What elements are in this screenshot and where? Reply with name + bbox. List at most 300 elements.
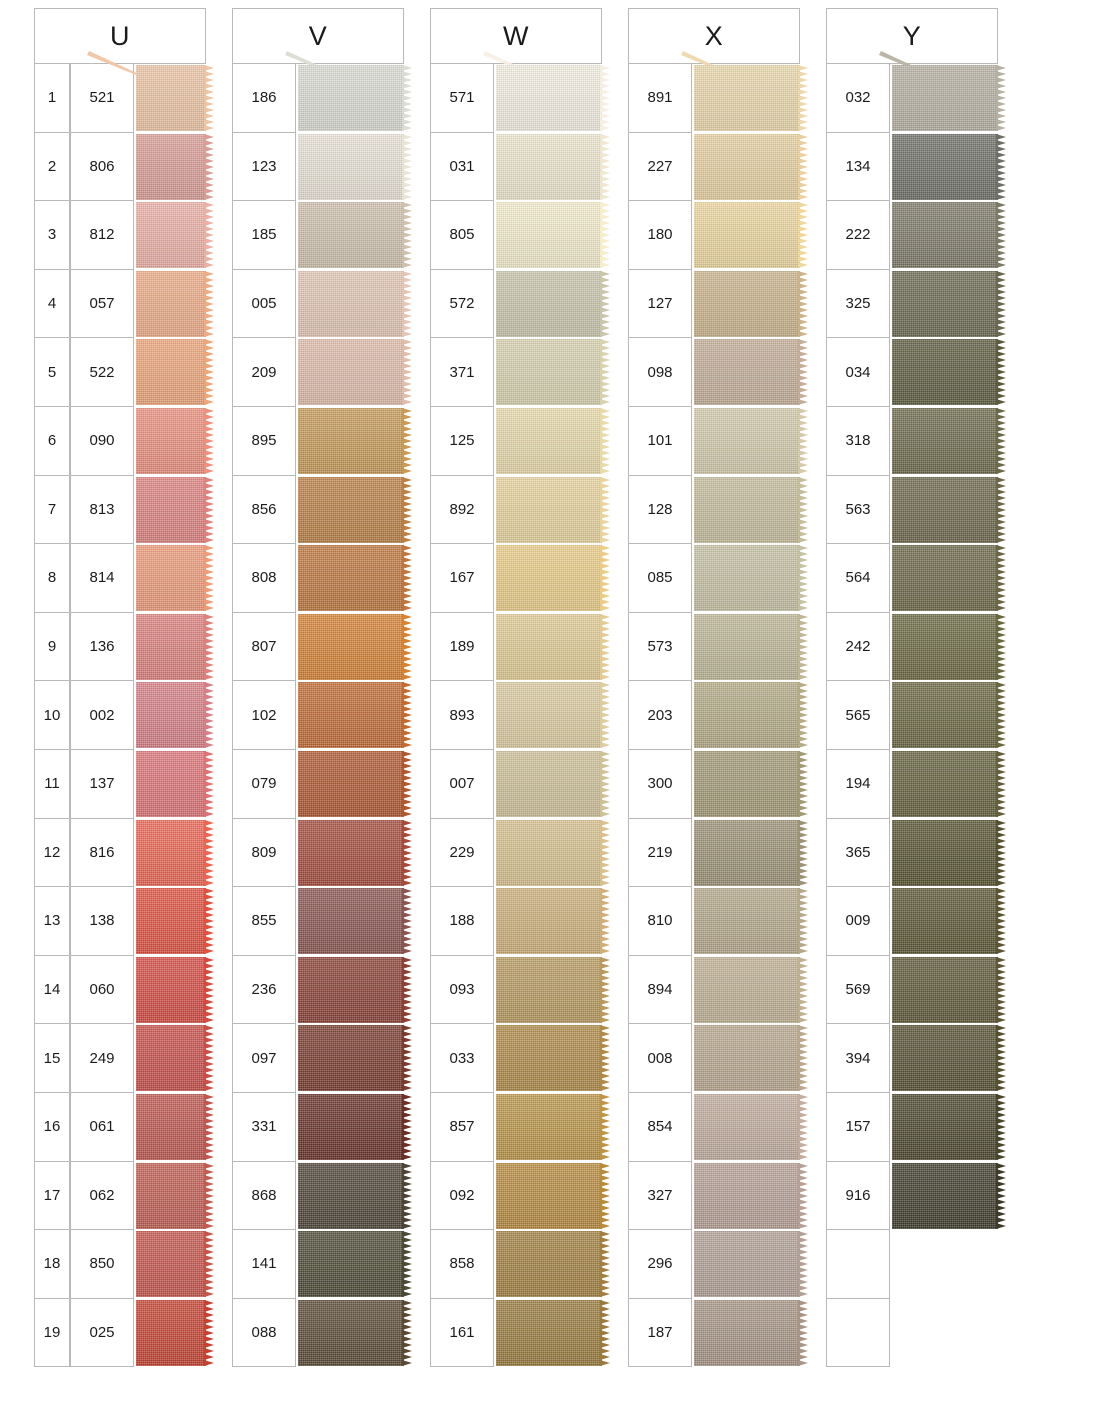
column-letter: W [503, 20, 529, 51]
table-row [232, 1230, 404, 1299]
colour-swatch [892, 1299, 998, 1368]
swatch-fabric [892, 1163, 998, 1229]
colour-code: 855 [232, 887, 296, 956]
colour-swatch [892, 201, 998, 270]
swatch-zigzag-edge-icon [798, 408, 808, 474]
swatch-fabric [298, 1163, 404, 1229]
colour-code: 327 [628, 1162, 692, 1231]
swatch-fabric [298, 271, 404, 337]
colour-swatch [298, 201, 404, 270]
colour-swatch [496, 1093, 602, 1162]
table-row [232, 476, 404, 545]
colour-swatch [298, 544, 404, 613]
colour-code: 229 [430, 819, 494, 888]
column-letter: X [704, 20, 724, 51]
swatch-zigzag-edge-icon [402, 1300, 412, 1366]
swatch-zigzag-edge-icon [402, 957, 412, 1023]
column-header [628, 8, 800, 64]
colour-swatch [496, 270, 602, 339]
swatch-fabric [136, 477, 206, 543]
swatch-fabric [694, 751, 800, 817]
swatch-zigzag-edge-icon [798, 134, 808, 200]
colour-code: 521 [70, 64, 134, 133]
colour-swatch [694, 956, 800, 1025]
swatch-fabric [892, 202, 998, 268]
swatch-zigzag-edge-icon [600, 1094, 610, 1160]
colour-swatch [136, 613, 206, 682]
colour-swatch [298, 750, 404, 819]
colour-code: 813 [70, 476, 134, 545]
swatch-fabric [136, 134, 206, 200]
colour-swatch [694, 476, 800, 545]
table-row [826, 201, 998, 270]
colour-code: 893 [430, 681, 494, 750]
swatch-fabric [694, 545, 800, 611]
colour-swatch [694, 819, 800, 888]
column-header [826, 8, 998, 64]
swatch-fabric [892, 682, 998, 748]
swatch-zigzag-edge-icon [204, 202, 214, 268]
column-header [34, 8, 206, 64]
swatch-zigzag-edge-icon [798, 1094, 808, 1160]
colour-code: 854 [628, 1093, 692, 1162]
table-row [232, 133, 404, 202]
colour-swatch [694, 201, 800, 270]
colour-code: 209 [232, 338, 296, 407]
colour-code [826, 1230, 890, 1299]
table-row [628, 1230, 800, 1299]
table-row [628, 270, 800, 339]
swatch-fabric [496, 1094, 602, 1160]
swatch-zigzag-edge-icon [798, 682, 808, 748]
swatch-zigzag-edge-icon [204, 682, 214, 748]
swatch-fabric [694, 1163, 800, 1229]
swatch-fabric [136, 751, 206, 817]
table-row [34, 887, 206, 956]
colour-swatch [694, 1162, 800, 1231]
colour-swatch [298, 407, 404, 476]
swatch-zigzag-edge-icon [798, 271, 808, 337]
colour-code: 134 [826, 133, 890, 202]
row-index: 17 [34, 1162, 70, 1231]
swatch-fabric [694, 1300, 800, 1366]
colour-code: 394 [826, 1024, 890, 1093]
colour-code: 809 [232, 819, 296, 888]
swatch-zigzag-edge-icon [798, 1163, 808, 1229]
row-index: 19 [34, 1299, 70, 1368]
table-row [826, 1162, 998, 1231]
swatch-fabric [298, 477, 404, 543]
swatch-zigzag-edge-icon [996, 1094, 1006, 1160]
swatch-fabric [136, 408, 206, 474]
table-row [628, 1162, 800, 1231]
swatch-fabric [496, 888, 602, 954]
colour-code: 009 [826, 887, 890, 956]
colour-swatch [496, 1162, 602, 1231]
colour-swatch [694, 1093, 800, 1162]
colour-swatch [892, 544, 998, 613]
table-row [430, 1093, 602, 1162]
colour-code: 236 [232, 956, 296, 1025]
column-letter: Y [902, 20, 922, 51]
colour-code: 805 [430, 201, 494, 270]
swatch-zigzag-edge-icon [996, 751, 1006, 817]
colour-swatch [892, 1024, 998, 1093]
colour-code: 088 [232, 1299, 296, 1368]
colour-code: 090 [70, 407, 134, 476]
colour-swatch [694, 887, 800, 956]
swatch-zigzag-edge-icon [402, 751, 412, 817]
colour-code: 093 [430, 956, 494, 1025]
column-rows [34, 64, 206, 1367]
colour-swatch [496, 956, 602, 1025]
colour-swatch [136, 133, 206, 202]
swatch-fabric [694, 202, 800, 268]
swatch-fabric [136, 339, 206, 405]
table-row [34, 681, 206, 750]
table-row [34, 1299, 206, 1368]
colour-swatch [496, 407, 602, 476]
swatch-fabric [298, 65, 404, 131]
swatch-fabric [892, 614, 998, 680]
swatch-zigzag-edge-icon [798, 1231, 808, 1297]
table-row [430, 476, 602, 545]
row-index: 8 [34, 544, 70, 613]
colour-code: 141 [232, 1230, 296, 1299]
table-row [34, 476, 206, 545]
colour-swatch [496, 64, 602, 133]
swatch-zigzag-edge-icon [600, 682, 610, 748]
colour-code: 810 [628, 887, 692, 956]
swatch-fabric [496, 614, 602, 680]
swatch-zigzag-edge-icon [600, 202, 610, 268]
colour-code: 331 [232, 1093, 296, 1162]
table-row [34, 407, 206, 476]
swatch-fabric [136, 271, 206, 337]
swatch-fabric [892, 408, 998, 474]
table-row [628, 133, 800, 202]
table-row [232, 338, 404, 407]
colour-swatch [136, 476, 206, 545]
swatch-fabric [136, 820, 206, 886]
table-row [34, 1230, 206, 1299]
colour-swatch [694, 681, 800, 750]
colour-swatch [496, 750, 602, 819]
colour-code: 102 [232, 681, 296, 750]
row-index: 6 [34, 407, 70, 476]
colour-swatch [892, 1162, 998, 1231]
swatch-fabric [496, 202, 602, 268]
colour-swatch [892, 613, 998, 682]
column-rows [232, 64, 404, 1367]
colour-code: 894 [628, 956, 692, 1025]
colour-code: 025 [70, 1299, 134, 1368]
swatch-fabric [298, 1025, 404, 1091]
swatch-zigzag-edge-icon [798, 1300, 808, 1366]
colour-column-x [628, 8, 800, 1422]
row-index: 4 [34, 270, 70, 339]
table-row [430, 201, 602, 270]
swatch-zigzag-edge-icon [204, 614, 214, 680]
table-row [826, 613, 998, 682]
swatch-zigzag-edge-icon [996, 339, 1006, 405]
table-row [34, 201, 206, 270]
swatch-fabric [136, 1300, 206, 1366]
table-row [430, 750, 602, 819]
colour-swatch [298, 819, 404, 888]
colour-code: 522 [70, 338, 134, 407]
swatch-zigzag-edge-icon [798, 545, 808, 611]
swatch-zigzag-edge-icon [204, 477, 214, 543]
table-row [430, 887, 602, 956]
colour-code: 573 [628, 613, 692, 682]
swatch-zigzag-edge-icon [798, 820, 808, 886]
colour-code: 222 [826, 201, 890, 270]
colour-code: 806 [70, 133, 134, 202]
table-row [232, 956, 404, 1025]
swatch-fabric [136, 1231, 206, 1297]
swatch-zigzag-edge-icon [600, 614, 610, 680]
swatch-fabric [694, 682, 800, 748]
table-row [826, 956, 998, 1025]
swatch-zigzag-edge-icon [402, 408, 412, 474]
colour-swatch [892, 887, 998, 956]
colour-code: 194 [826, 750, 890, 819]
colour-swatch [496, 544, 602, 613]
table-row [232, 819, 404, 888]
colour-code: 868 [232, 1162, 296, 1231]
colour-code: 031 [430, 133, 494, 202]
colour-swatch [136, 887, 206, 956]
colour-swatch [892, 338, 998, 407]
swatch-zigzag-edge-icon [798, 477, 808, 543]
colour-swatch [496, 1024, 602, 1093]
swatch-fabric [694, 957, 800, 1023]
table-row [232, 1024, 404, 1093]
swatch-zigzag-edge-icon [204, 65, 214, 131]
table-row [826, 338, 998, 407]
swatch-fabric [694, 477, 800, 543]
colour-code: 812 [70, 201, 134, 270]
swatch-fabric [496, 271, 602, 337]
swatch-zigzag-edge-icon [798, 751, 808, 817]
colour-code: 227 [628, 133, 692, 202]
swatch-fabric [694, 339, 800, 405]
table-row [826, 1093, 998, 1162]
swatch-zigzag-edge-icon [600, 888, 610, 954]
table-row [430, 819, 602, 888]
colour-swatch [892, 750, 998, 819]
colour-column-v [232, 8, 404, 1422]
colour-swatch [136, 681, 206, 750]
swatch-fabric [694, 134, 800, 200]
table-row [34, 1162, 206, 1231]
row-index: 14 [34, 956, 70, 1025]
table-row [430, 270, 602, 339]
swatch-fabric [892, 751, 998, 817]
table-row [232, 681, 404, 750]
colour-code: 572 [430, 270, 494, 339]
swatch-zigzag-edge-icon [600, 65, 610, 131]
colour-swatch [298, 270, 404, 339]
swatch-zigzag-edge-icon [204, 1231, 214, 1297]
colour-swatch [298, 956, 404, 1025]
table-row [34, 819, 206, 888]
swatch-fabric [694, 1094, 800, 1160]
table-row [628, 681, 800, 750]
row-index: 18 [34, 1230, 70, 1299]
swatch-zigzag-edge-icon [798, 339, 808, 405]
swatch-fabric [136, 202, 206, 268]
swatch-zigzag-edge-icon [996, 957, 1006, 1023]
colour-swatch [694, 1230, 800, 1299]
table-row [430, 64, 602, 133]
colour-swatch [496, 681, 602, 750]
swatch-zigzag-edge-icon [600, 408, 610, 474]
table-row [628, 613, 800, 682]
table-row [232, 613, 404, 682]
swatch-fabric [136, 682, 206, 748]
swatch-fabric [136, 1094, 206, 1160]
colour-code: 371 [430, 338, 494, 407]
swatch-fabric [298, 751, 404, 817]
colour-code: 032 [826, 64, 890, 133]
table-row [826, 476, 998, 545]
swatch-zigzag-edge-icon [204, 1094, 214, 1160]
swatch-fabric [298, 202, 404, 268]
colour-swatch [298, 64, 404, 133]
colour-swatch [694, 407, 800, 476]
swatch-zigzag-edge-icon [996, 1025, 1006, 1091]
swatch-fabric [298, 820, 404, 886]
colour-code: 249 [70, 1024, 134, 1093]
colour-swatch [298, 1299, 404, 1368]
swatch-fabric [892, 339, 998, 405]
colour-swatch [136, 1230, 206, 1299]
colour-swatch [136, 956, 206, 1025]
table-row [232, 64, 404, 133]
colour-column-y [826, 8, 998, 1422]
swatch-zigzag-edge-icon [996, 271, 1006, 337]
swatch-zigzag-edge-icon [402, 1163, 412, 1229]
colour-swatch [694, 338, 800, 407]
swatch-fabric [136, 614, 206, 680]
colour-code: 858 [430, 1230, 494, 1299]
table-row [628, 750, 800, 819]
swatch-zigzag-edge-icon [204, 408, 214, 474]
table-row [430, 1024, 602, 1093]
swatch-zigzag-edge-icon [600, 820, 610, 886]
swatch-zigzag-edge-icon [204, 888, 214, 954]
swatch-fabric [298, 1094, 404, 1160]
colour-code: 219 [628, 819, 692, 888]
swatch-zigzag-edge-icon [996, 888, 1006, 954]
table-row [34, 1093, 206, 1162]
colour-swatch [496, 1299, 602, 1368]
colour-code: 365 [826, 819, 890, 888]
colour-code: 296 [628, 1230, 692, 1299]
table-row [430, 544, 602, 613]
swatch-fabric [496, 682, 602, 748]
swatch-zigzag-edge-icon [600, 1300, 610, 1366]
colour-code: 816 [70, 819, 134, 888]
swatch-zigzag-edge-icon [402, 545, 412, 611]
swatch-fabric [136, 957, 206, 1023]
colour-swatch [136, 1024, 206, 1093]
colour-code: 092 [430, 1162, 494, 1231]
swatch-zigzag-edge-icon [402, 888, 412, 954]
colour-code: 002 [70, 681, 134, 750]
colour-swatch [136, 1093, 206, 1162]
swatch-zigzag-edge-icon [204, 820, 214, 886]
swatch-zigzag-edge-icon [798, 65, 808, 131]
row-index: 15 [34, 1024, 70, 1093]
colour-code: 097 [232, 1024, 296, 1093]
colour-code: 098 [628, 338, 692, 407]
colour-code: 123 [232, 133, 296, 202]
row-index: 1 [34, 64, 70, 133]
row-index: 7 [34, 476, 70, 545]
swatch-fabric [892, 271, 998, 337]
row-index: 13 [34, 887, 70, 956]
colour-swatch [136, 750, 206, 819]
swatch-fabric [136, 545, 206, 611]
colour-swatch [892, 64, 998, 133]
column-letter: V [308, 20, 328, 51]
swatch-zigzag-edge-icon [204, 1025, 214, 1091]
swatch-zigzag-edge-icon [402, 1231, 412, 1297]
colour-code: 856 [232, 476, 296, 545]
swatch-zigzag-edge-icon [204, 271, 214, 337]
table-row [430, 681, 602, 750]
swatch-zigzag-edge-icon [402, 477, 412, 543]
table-row [628, 338, 800, 407]
table-row [826, 1230, 998, 1299]
swatch-fabric [298, 957, 404, 1023]
colour-code: 101 [628, 407, 692, 476]
swatch-fabric [298, 614, 404, 680]
column-header [430, 8, 602, 64]
table-row [628, 1299, 800, 1368]
swatch-fabric [694, 408, 800, 474]
swatch-zigzag-edge-icon [402, 271, 412, 337]
table-row [628, 1093, 800, 1162]
swatch-fabric [298, 1300, 404, 1366]
colour-code: 136 [70, 613, 134, 682]
colour-code: 850 [70, 1230, 134, 1299]
colour-swatch [136, 544, 206, 613]
colour-swatch [496, 887, 602, 956]
swatch-zigzag-edge-icon [600, 751, 610, 817]
colour-code: 564 [826, 544, 890, 613]
colour-swatch [298, 1024, 404, 1093]
swatch-zigzag-edge-icon [798, 888, 808, 954]
colour-swatch [892, 476, 998, 545]
swatch-fabric [694, 614, 800, 680]
table-row [826, 133, 998, 202]
colour-swatch [136, 270, 206, 339]
colour-code: 061 [70, 1093, 134, 1162]
table-row [826, 1024, 998, 1093]
table-row [826, 64, 998, 133]
table-row [34, 1024, 206, 1093]
swatch-zigzag-edge-icon [204, 751, 214, 817]
swatch-zigzag-edge-icon [996, 1163, 1006, 1229]
swatch-fabric [496, 134, 602, 200]
table-row [628, 544, 800, 613]
swatch-zigzag-edge-icon [798, 614, 808, 680]
colour-code: 186 [232, 64, 296, 133]
